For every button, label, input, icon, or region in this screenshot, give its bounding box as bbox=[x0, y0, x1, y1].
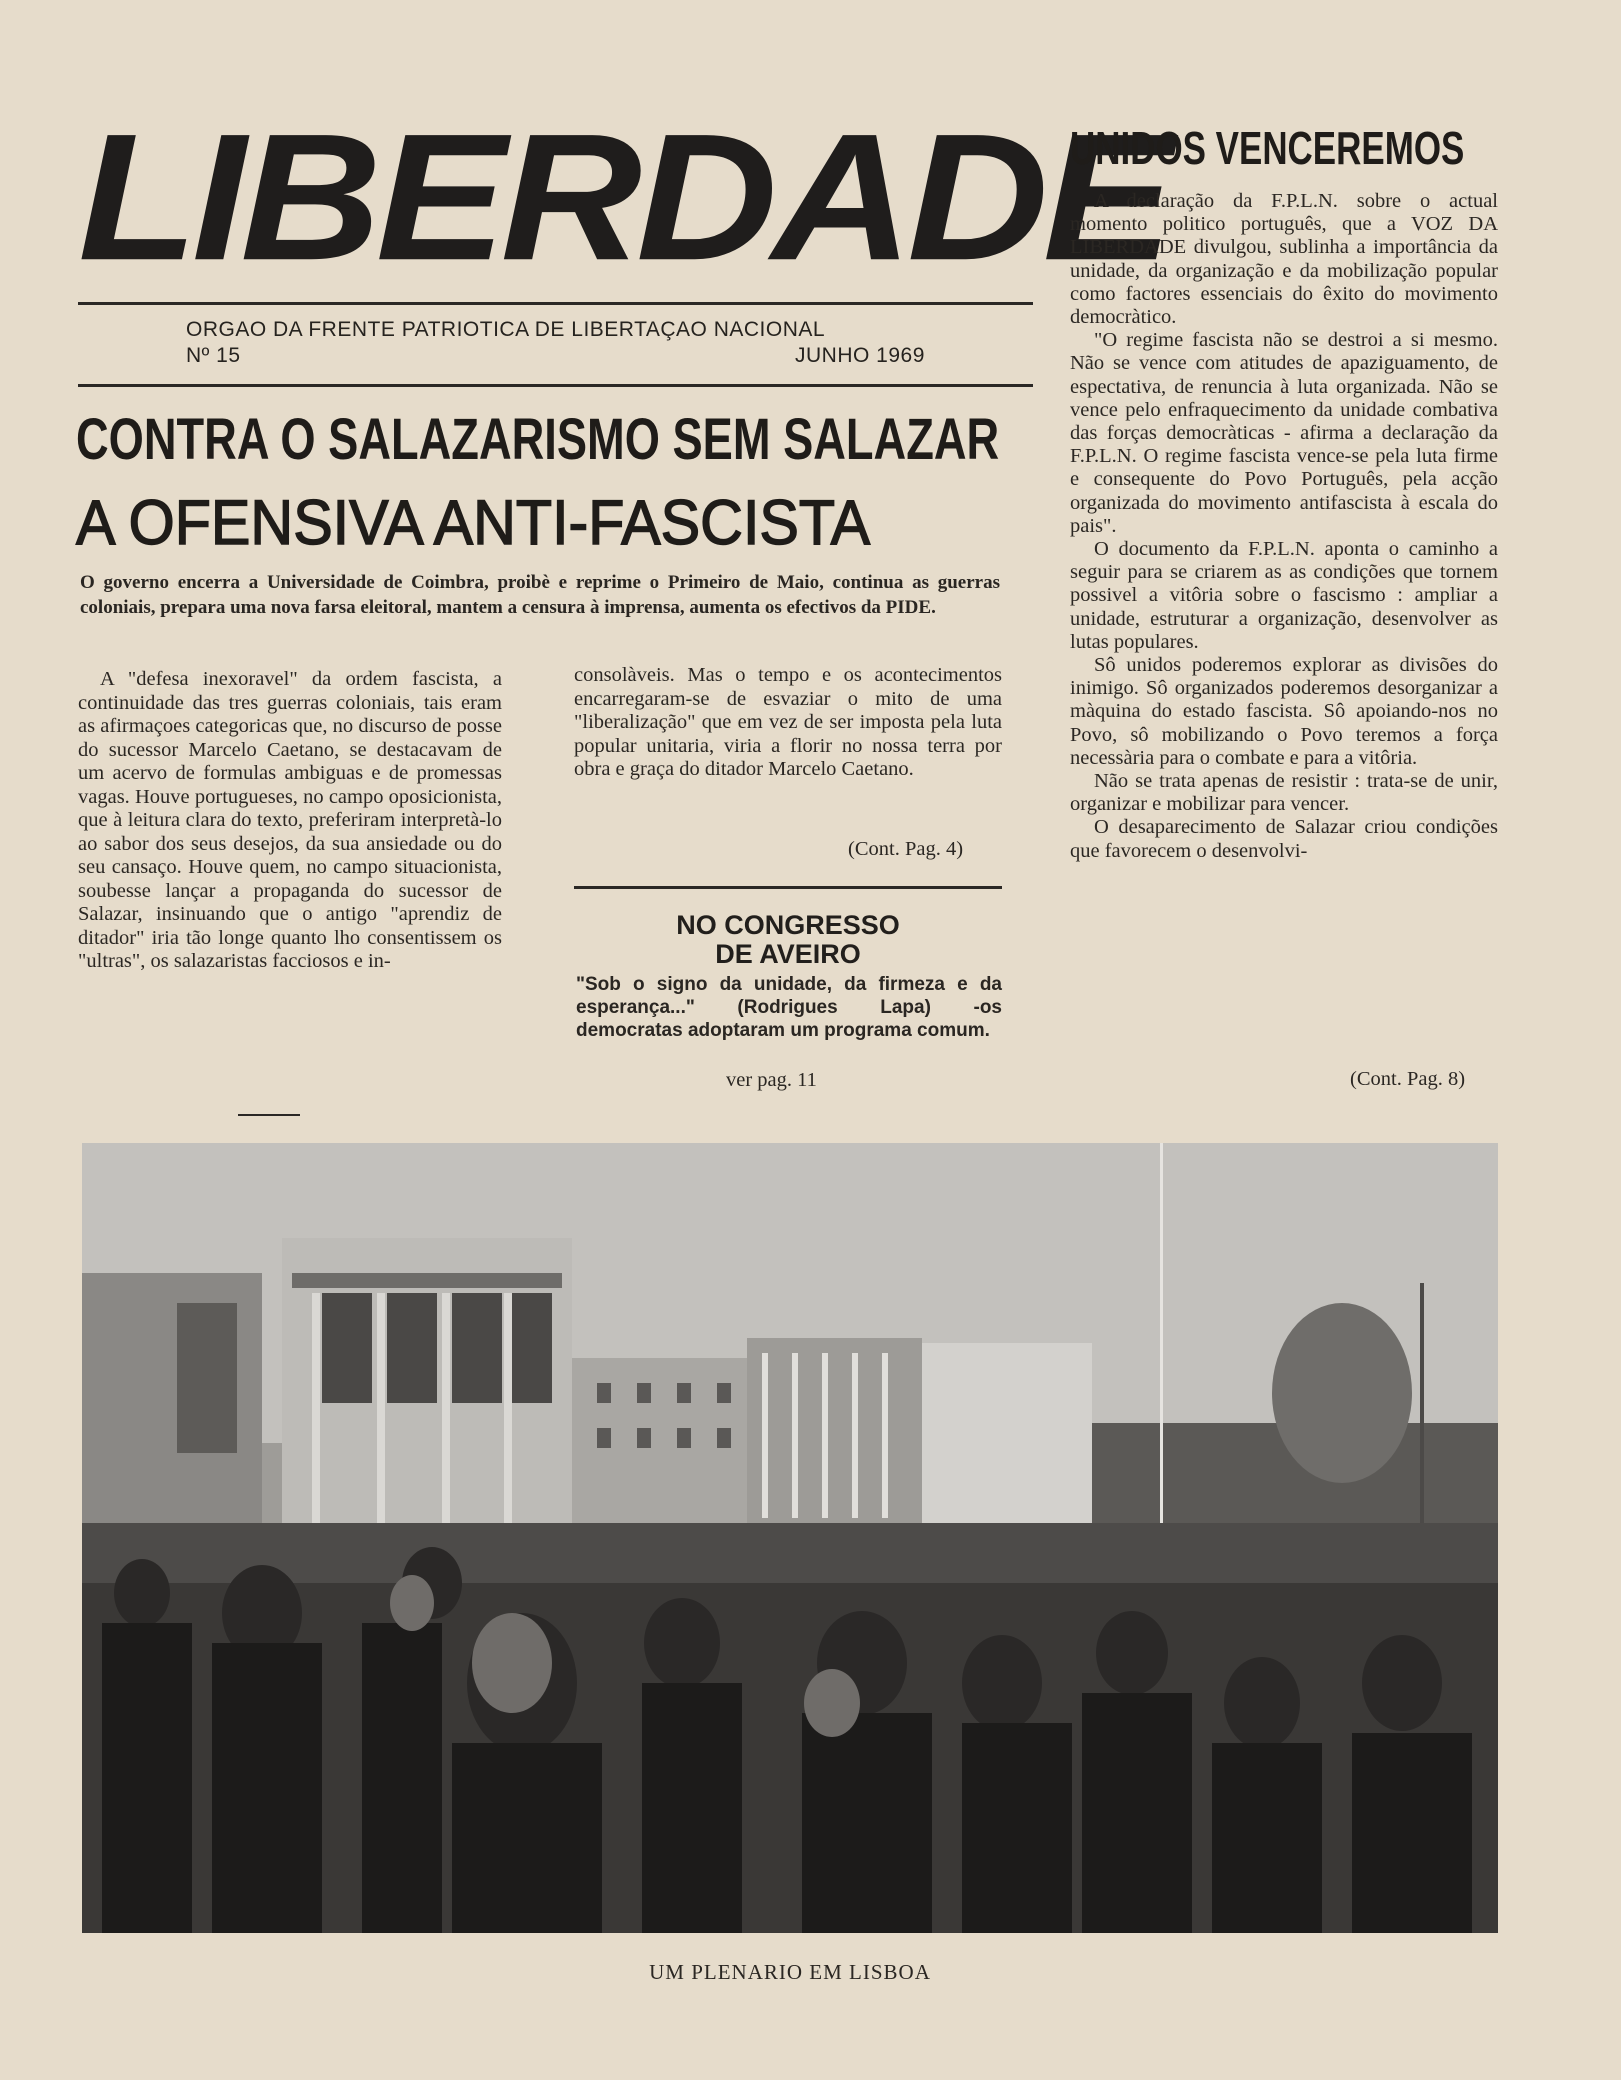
right-paragraph-1: A declaração da F.P.L.N. sobre o actual momento politico português, que a VOZ DA LIBERDADE divulgou, sublinha a importância da unidade, da organização e da mobilização popular como factores essenciais do êxito do movimento democràtico. bbox=[1070, 190, 1498, 329]
aside-title-1: NO CONGRESSO bbox=[676, 910, 900, 940]
aside-text: "Sob o signo da unidade, da firmeza e da esperança..." (Rodrigues Lapa) -os democratas adoptaram um programa comum. bbox=[576, 974, 1002, 1041]
right-paragraph-5: Não se trata apenas de resistir : trata-se de unir, organizar e mobilizar para vencer. bbox=[1070, 770, 1498, 816]
issue-date: JUNHO 1969 bbox=[795, 344, 925, 367]
photo-caption: UM PLENARIO EM LISBOA bbox=[649, 1960, 931, 1984]
photo-illustration bbox=[82, 1143, 1498, 1933]
article-continuation: (Cont. Pag. 4) bbox=[848, 838, 964, 860]
article-column-2: consolàveis. Mas o tempo e os acontecimentos encarregaram-se de esvaziar o mito de uma "liberalização" que em vez de ser imposta pela luta popular unitaria, viria a florir no nossa terra por obra e graça do ditador Marcelo Caetano. bbox=[574, 664, 1002, 780]
right-paragraph-4: Sô unidos poderemos explorar as divisões do inimigo. Sô organizados poderemos desorganizar a màquina do estado fascista. Sô apoiando-nos no Povo, sô mobilizando o Povo teremos a força necessària para o combate e para a vitôria. bbox=[1070, 654, 1498, 769]
header-rule bbox=[78, 384, 1033, 387]
aside-title-2: DE AVEIRO bbox=[715, 939, 861, 969]
headline-line-1: CONTRA O SALAZARISMO SEM SALAZAR bbox=[76, 407, 1000, 472]
lead-paragraph: O governo encerra a Universidade de Coimbra, proibè e reprime o Primeiro de Maio, continua as guerras coloniais, prepara uma nova farsa eleitoral, mantem a censura à imprensa, aumenta os efectivos da PIDE. bbox=[80, 572, 1000, 618]
issue-number: Nº 15 bbox=[186, 344, 241, 367]
right-paragraph-6: O desaparecimento de Salazar criou condições que favorecem o desenvolvi- bbox=[1070, 816, 1498, 862]
right-column-body bbox=[1070, 190, 1498, 863]
right-column-title: UNIDOS VENCEREMOS bbox=[1070, 122, 1465, 174]
aside-page-ref: ver pag. 11 bbox=[726, 1069, 817, 1091]
org-name: ORGAO DA FRENTE PATRIOTICA DE LIBERTAÇAO NACIONAL bbox=[186, 318, 826, 341]
aside-rule bbox=[574, 886, 1002, 889]
masthead-rule bbox=[78, 302, 1033, 305]
column-end-mark bbox=[238, 1114, 300, 1116]
right-paragraph-2: "O regime fascista não se destroi a si mesmo. Não se vence com atitudes de apaziguamento, de espectativa, de renuncia à luta organizada. Não se vence pelo enfraquecimento da unidade combativa das forças democràticas - afirma a declaração da F.P.L.N. O regime fascista vence-se pela luta firme e consequente do Povo Português, pela acção organizada do movimento antifascista à escala do pais". bbox=[1070, 329, 1498, 537]
right-paragraph-3: O documento da F.P.L.N. aponta o caminho a seguir para se criarem as as condições que tornem possivel a vitôria sobre o fascismo : ampliar a unidade, estruturar a organização, desenvolver as lutas populares. bbox=[1070, 538, 1498, 653]
plenary-photo bbox=[82, 1143, 1498, 1933]
masthead-title: LIBERDADE bbox=[78, 96, 1168, 298]
article-column-1: A "defesa inexoravel" da ordem fascista, a continuidade das tres guerras coloniais, tais eram as afirmaçoes categoricas que, no discurso de posse do sucessor Marcelo Caetano, se destacavam de um acervo de formulas ambiguas e de promessas vagas. Houve portugueses, no campo oposicionista, que à leitura clara do texto, preferiram interpretà-lo ao sabor dos seus desejos, da sua ansiedade ou do seu cansaço. Houve quem, no campo situacionista, soubesse lançar a propaganda do sucessor de Salazar, insinuando que o antigo "aprendiz de ditador" iria tão longe quanto lho consentissem os "ultras", os salazaristas facciosos e in- bbox=[78, 668, 502, 972]
headline-line-2: A OFENSIVA ANTI-FASCISTA bbox=[76, 488, 871, 558]
right-continuation: (Cont. Pag. 8) bbox=[1350, 1068, 1466, 1090]
